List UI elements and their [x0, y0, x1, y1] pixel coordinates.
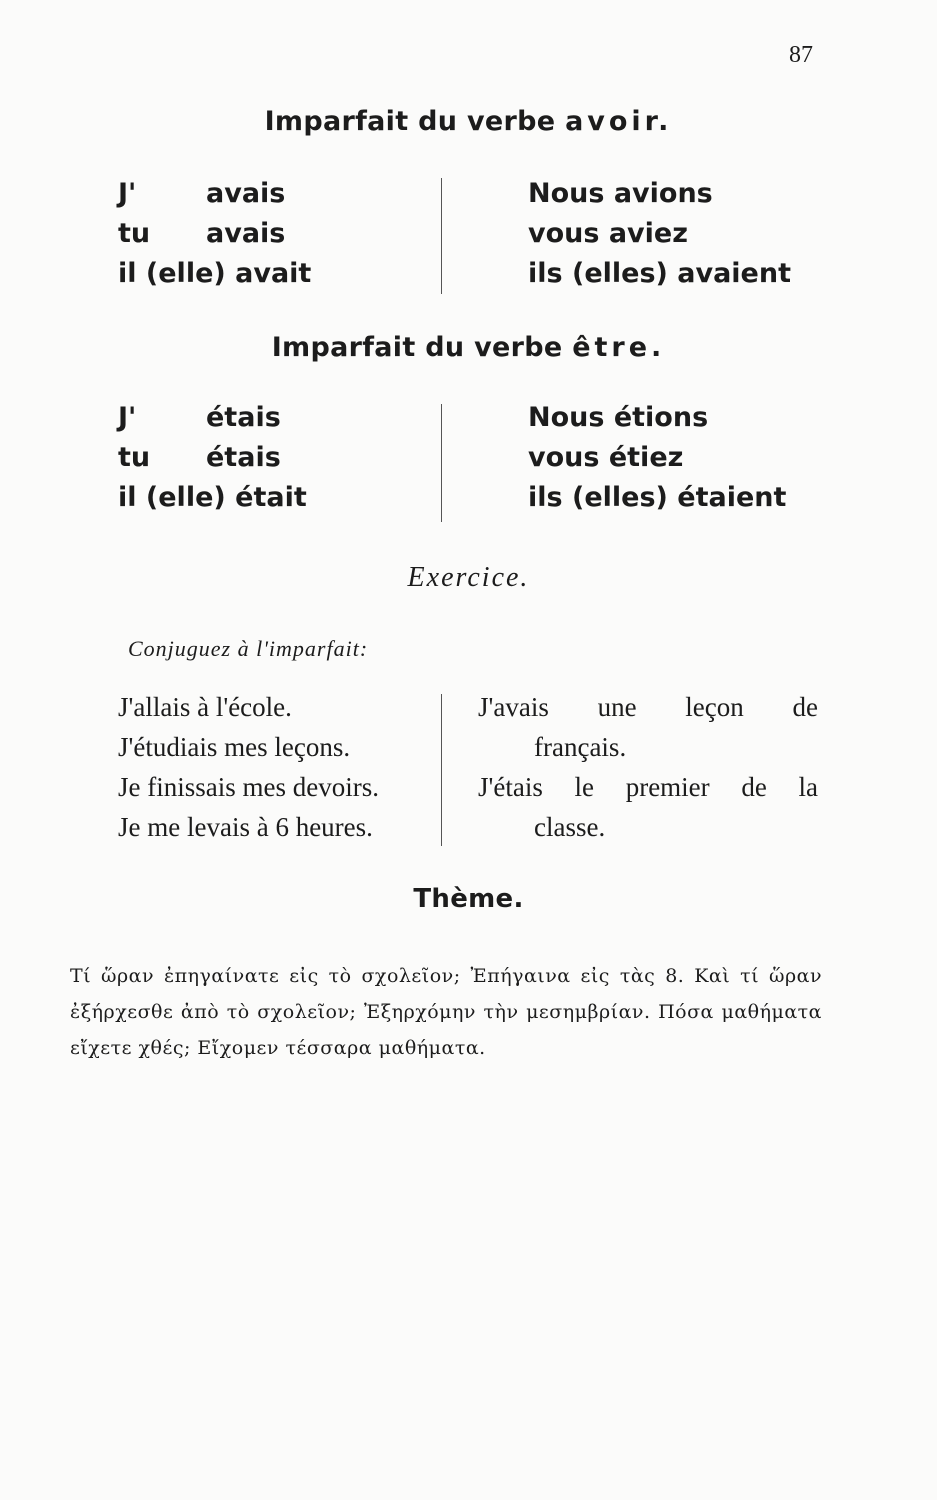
avoir-plural [528, 174, 791, 294]
conj-row [118, 254, 311, 294]
conj-row [118, 174, 311, 214]
exercise-sentence: J'étudiais mes leçons. [118, 732, 351, 762]
verb-form: avais [206, 178, 286, 209]
etre-plural [528, 398, 786, 518]
conj-row: Nous avions [528, 178, 713, 209]
etre-heading-prefix: Imparfait du verbe [271, 332, 573, 363]
verb-form: avait [235, 258, 312, 289]
pronoun: J' [118, 178, 137, 209]
theme-paragraph: Τί ὥραν ἐπηγαίνατε εἰς τὸ σχολεῖον; Ἐπήγαινα εἰς τὰς 8. Καὶ τί ὥραν ἐξήρχεσθε ἀπὸ τὸ σχολεῖον; Ἐξηρχόμην τὴν μεσημβρίαν. Πόσα μαθήματα εἴχετε χθές; Εἴχομεν τέσσαρα μαθήματα. [70, 965, 822, 1059]
column-divider [441, 178, 442, 294]
exercise-instruction: Conjuguez à l'imparfait: [128, 636, 369, 661]
conj-row: ils (elles) étaient [528, 482, 787, 513]
verb-form: étais [206, 442, 281, 473]
conj-row: Nous étions [528, 402, 709, 433]
conj-row [118, 438, 307, 478]
conj-row: vous étiez [528, 442, 684, 473]
conj-row [118, 478, 307, 518]
etre-heading-verb: être. [572, 332, 666, 363]
pronoun: tu [118, 218, 151, 249]
etre-singular [118, 398, 307, 518]
avoir-heading-verb: avoir. [565, 106, 673, 137]
column-divider [441, 694, 442, 846]
verb-form: avais [206, 218, 286, 249]
etre-heading [0, 332, 937, 363]
pronoun: tu [118, 442, 151, 473]
exercise-title: Exercice. [407, 562, 530, 593]
pronoun: il (elle) [118, 482, 226, 513]
exercise-sentence: classe. [534, 812, 606, 842]
conj-row [118, 214, 311, 254]
conj-row: ils (elles) avaient [528, 258, 791, 289]
exercise-left-column [118, 687, 379, 847]
avoir-heading-prefix: Imparfait du verbe [264, 106, 566, 137]
page-number: 87 [789, 42, 813, 68]
exercise-sentence: J'allais à l'école. [118, 692, 292, 722]
exercise-sentence: J'avais une leçon de [478, 692, 818, 722]
exercise-sentence: Je finissais mes devoirs. [118, 772, 379, 802]
column-divider [441, 404, 442, 522]
exercise-sentence: français. [534, 732, 627, 762]
pronoun: J' [118, 402, 137, 433]
avoir-heading [0, 106, 937, 137]
conj-row [118, 398, 307, 438]
exercise-sentence: Je me levais à 6 heures. [118, 812, 373, 842]
conj-row: vous aviez [528, 218, 688, 249]
exercise-sentence: J'étais le premier de la [478, 772, 818, 802]
exercise-right-column [478, 687, 818, 847]
verb-form: étais [206, 402, 281, 433]
pronoun: il (elle) [118, 258, 226, 289]
avoir-singular [118, 174, 311, 294]
verb-form: était [235, 482, 307, 513]
theme-heading: Thème. [413, 884, 524, 914]
